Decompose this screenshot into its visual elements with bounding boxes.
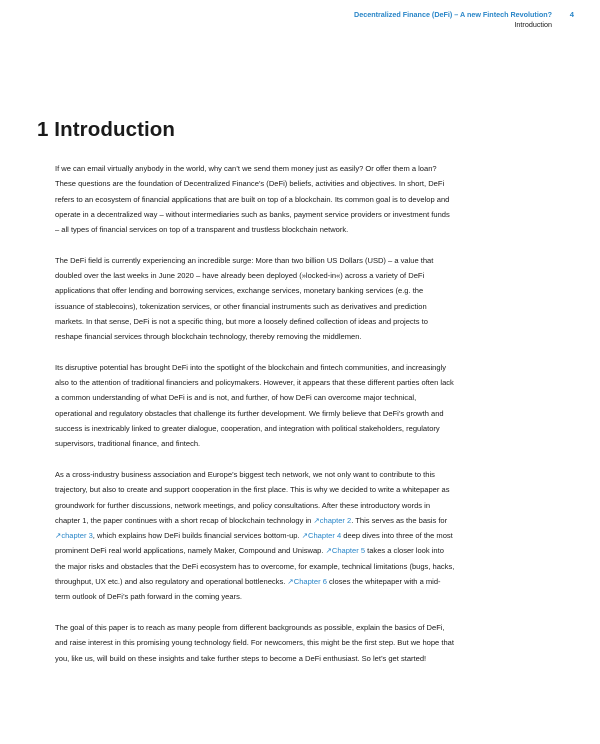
paragraph-3: Its disruptive potential has brought DeFi into the spotlight of the blockchain and fintech communities, and increasingly also to the attention of traditional financiers and policymakers. However, it appears that these different parties often lack a common understanding of what DeFi is and is not, and further, of how DeFi can overcome major technical, operational and regulatory obstacles that challenge its further development. We firmly believe that DeFi’s growth and success is inextricably linked to greater dialogue, cooperation, and integration with political stakeholders, regulatory supervisors, traditional finance, and fintech. xyxy=(55,362,454,449)
chapter-5-link[interactable]: ↗Chapter 5 xyxy=(325,546,366,556)
paragraph-5: The goal of this paper is to reach as many people from different backgrounds as possible, explain the basics of DeFi, and raise interest in this promising young technology field. For newcomers, this might be the first step. But we hope that you, like us, will build on these insights and take further steps to become a DeFi enthusiast. So let’s get started! xyxy=(55,622,454,663)
paragraph-4 xyxy=(55,467,455,605)
body-text xyxy=(55,161,455,681)
paragraph-4-text: takes a closer look into the major risks and obstacles that the DeFi ecosystem has to overcome, for example, technical limitations (bugs, hacks, throughput, UX etc.) and also regulatory and operational bottlenecks. xyxy=(55,546,455,587)
page-number: 4 xyxy=(569,10,574,19)
paragraph-4-text: closes the whitepaper with a mid-term outlook of DeFi’s path forward in the coming years. xyxy=(55,577,441,602)
running-header-section: Introduction xyxy=(514,20,552,29)
paragraph-2: The DeFi field is currently experiencing an incredible surge: More than two billion US Dollars (USD) – a value that doubled over the last weeks in June 2020 – have already been deployed (»locked-in«) across a variety of DeFi applications that offer lending and borrowing services, exchange services, monetary banking services (e.g. the issuance of stablecoins), tokenization services, or other financial instruments such as derivatives and prediction markets. In that sense, DeFi is not a specific thing, but more a loosely defined collection of ideas and projects to reshape financial services through blockchain technology, thereby removing the middlemen. xyxy=(55,255,434,342)
chapter-6-link[interactable]: ↗Chapter 6 xyxy=(287,577,327,587)
paragraph-1: If we can email virtually anybody in the world, why can’t we send them money just as easily? Or offer them a loan? These questions are the foundation of Decentralized Finance’s (DeFi) beliefs, activities and objectives. In short, DeFi refers to an ecosystem of financial applications that are built on top of a blockchain. Its common goal is to develop and operate in a decentralized way – without intermediaries such as banks, payment service providers or investment funds – all types of financial services on top of a transparent and trustless blockchain network. xyxy=(55,164,450,235)
paragraph-4-text: , which explains how DeFi builds financial services bottom-up. xyxy=(92,531,302,541)
paragraph-4-text: deep dives into three of the most prominent DeFi real world applications, namely Maker, Compound and Uniswap. xyxy=(55,531,453,556)
paragraph-4-text: . This serves as the basis for xyxy=(351,515,448,525)
running-header xyxy=(354,10,552,30)
running-header-title: Decentralized Finance (DeFi) – A new Fintech Revolution? xyxy=(354,10,552,19)
chapter-3-link[interactable]: ↗chapter 3 xyxy=(55,531,93,541)
chapter-heading: 1 Introduction xyxy=(37,118,176,141)
chapter-2-link[interactable]: ↗chapter 2 xyxy=(313,515,352,525)
paragraph-4-text: As a cross-industry business association and Europe’s biggest tech network, we not only want to contribute to this trajectory, but also to create and support cooperation in the first place. This is why we decided to write a whitepaper as groundwork for further discussions, network meetings, and policy consultations. After these introductory words in chapter 1, the paper continues with a short recap of blockchain technology in xyxy=(55,469,450,525)
chapter-4-link[interactable]: ↗Chapter 4 xyxy=(301,531,342,541)
